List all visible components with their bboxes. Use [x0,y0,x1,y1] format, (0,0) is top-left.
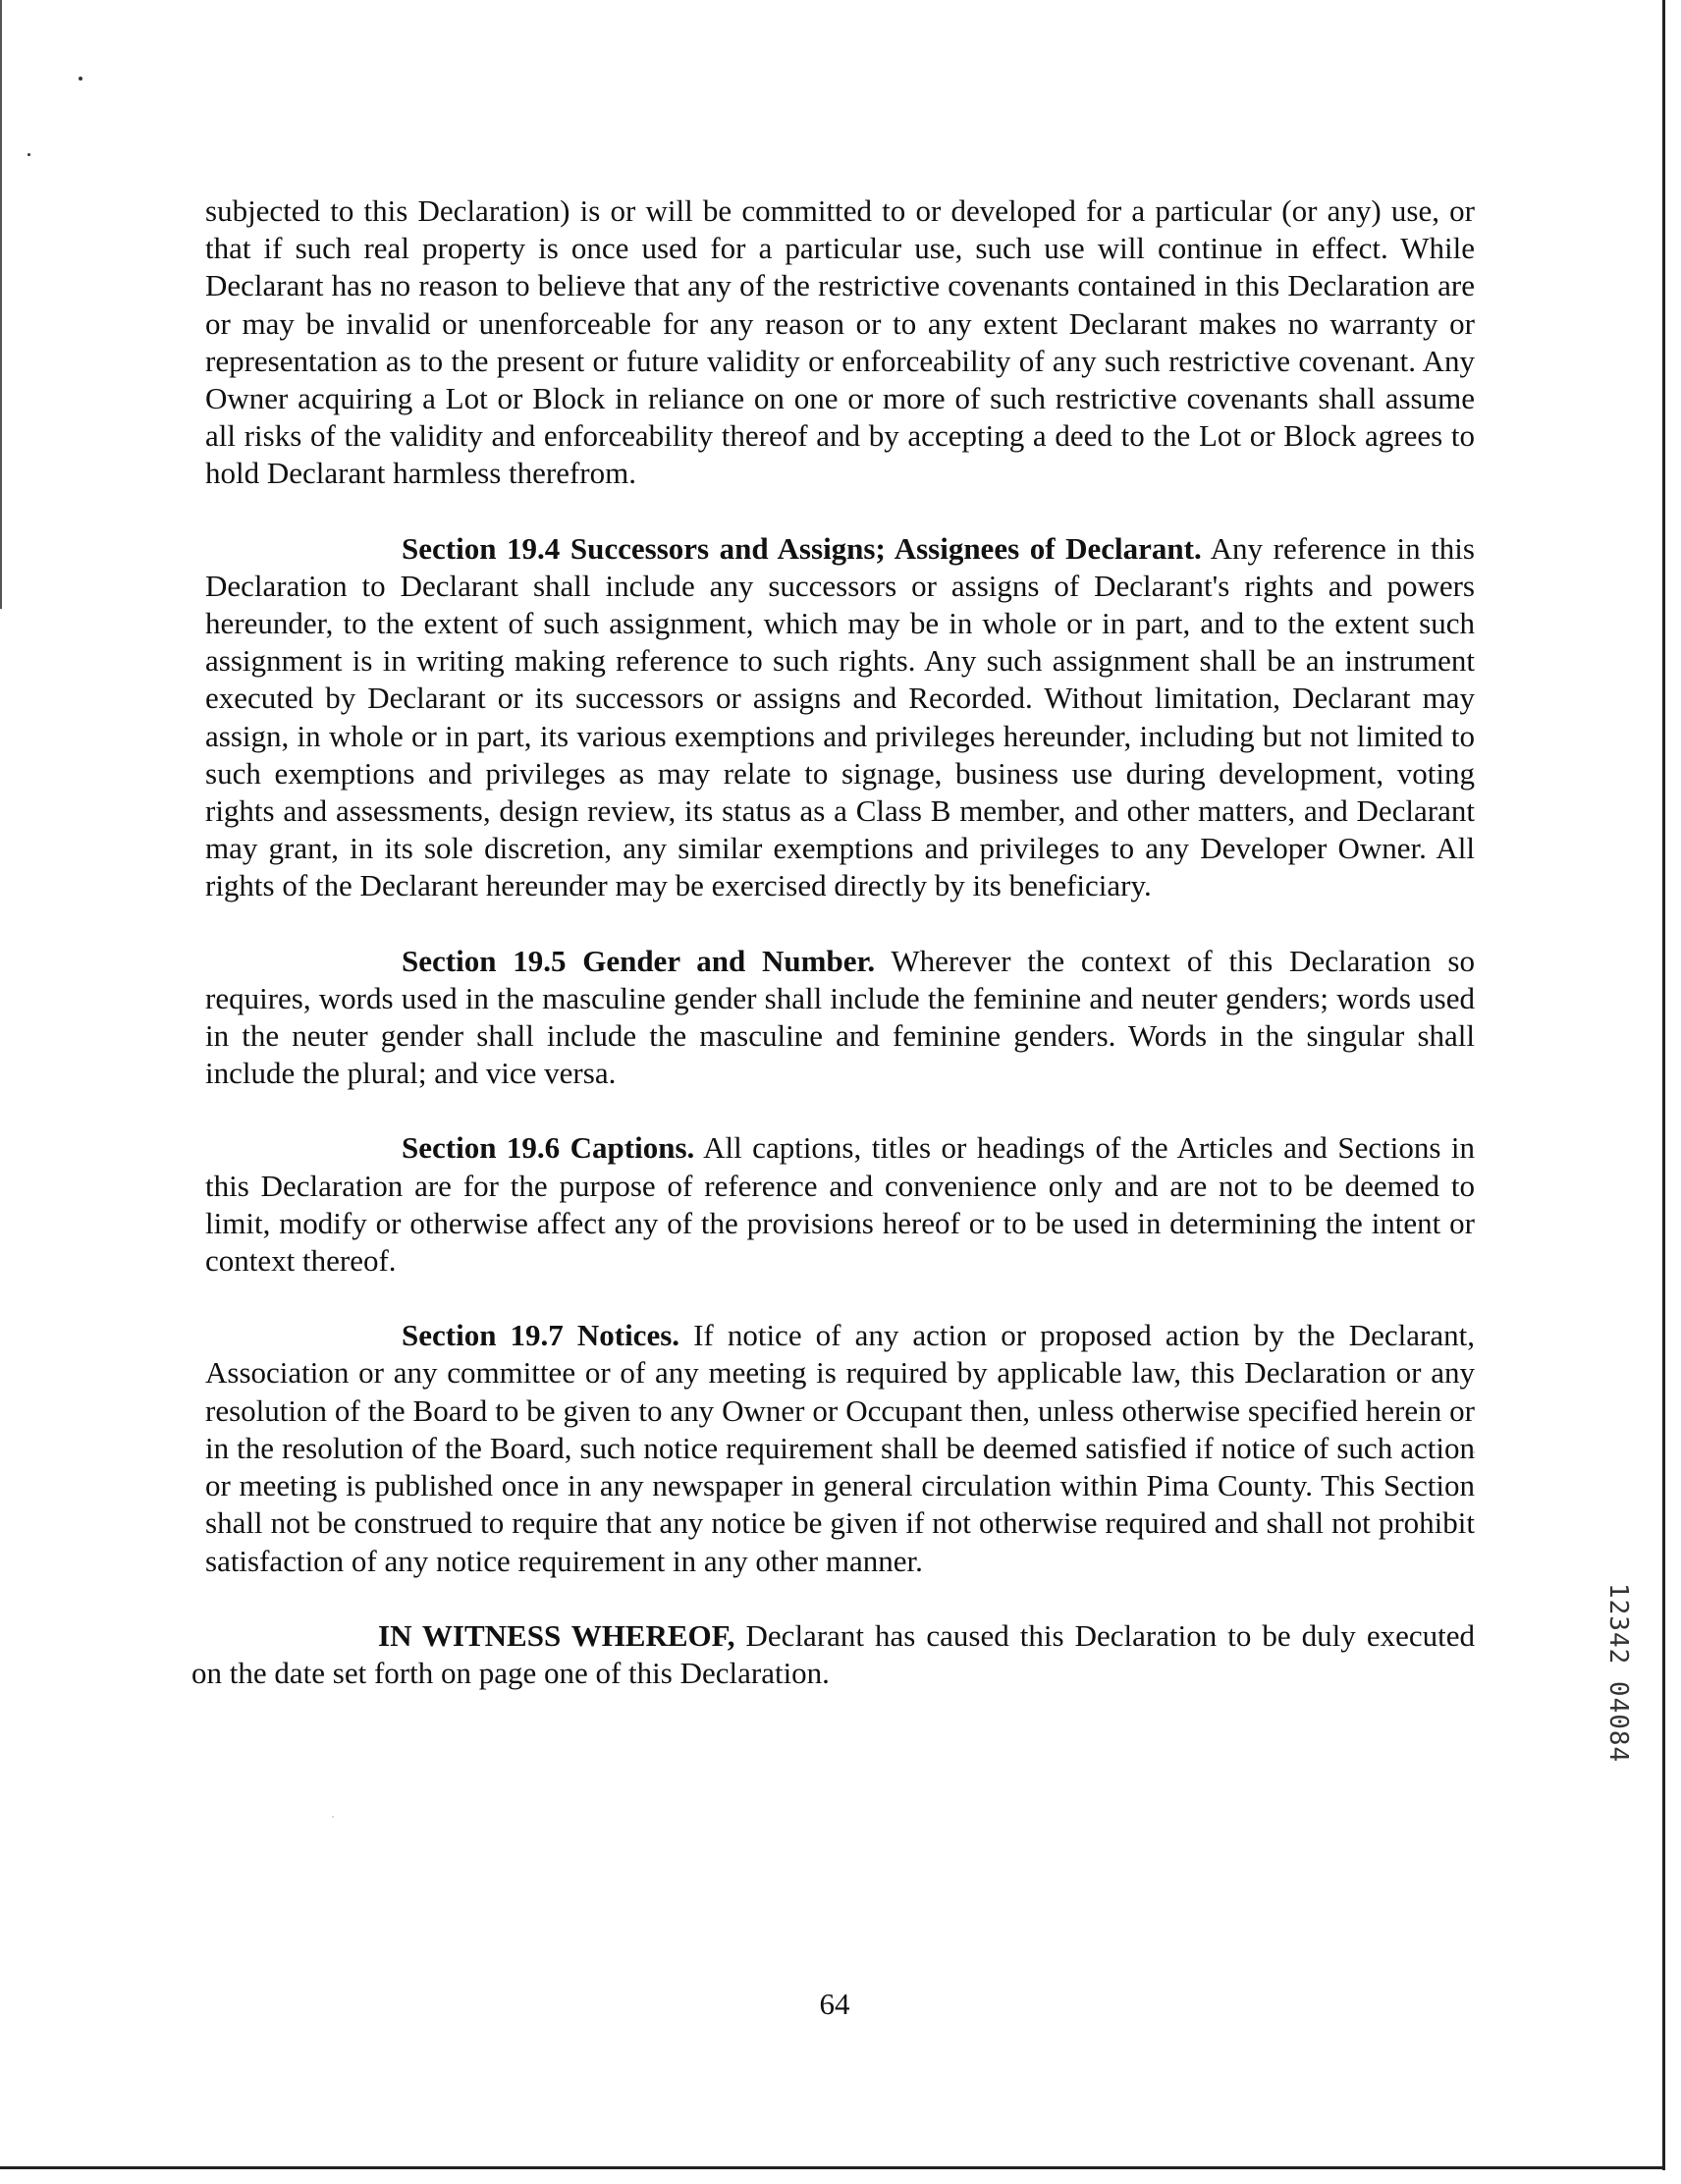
scan-speck [27,153,30,156]
section-19-5 [205,943,1475,1093]
section-heading: Section 19.7 Notices. [402,1318,680,1353]
page-edge-right [1662,0,1665,2170]
recording-stamp-text: 12342 04084 [1603,1583,1633,1764]
section-body: Wherever the context of this Declaration so requires, words used in the masculine gender shall include the feminine and neuter genders; words used in the neuter gender shall include the masculine and feminine genders. Words in the singular shall include the plural; and vice versa. [205,943,1475,1091]
scan-speck [332,1816,334,1818]
scan-speck [79,77,82,81]
section-body: All captions, titles or headings of the Articles and Sections in this Declaration are for the purpose of reference and convenience only and are not to be deemed to limit, modify or otherwise affect any of the provisions hereof or to be used in determining the intent or context thereof. [205,1130,1475,1279]
document-body [191,192,1475,1729]
section-19-7 [205,1317,1475,1579]
intro-paragraph: subjected to this Declaration) is or will be committed to or developed for a particular (or any) use, or that if such real property is once used for a particular use, such use will continue in effect. While Declarant has no reason to believe that any of the restrictive covenants contained in this Declaration are or may be invalid or unenforceable for any reason or to any extent Declarant makes no warranty or representation as to the present or future validity or enforceability of any such restrictive covenant. Any Owner acquiring a Lot or Block in reliance on one or more of such restrictive covenants shall assume all risks of the validity and enforceability thereof and by accepting a deed to the Lot or Block agrees to hold Declarant harmless therefrom. [205,193,1475,491]
page-edge-left [0,0,2,609]
section-heading: Section 19.5 Gender and Number. [402,943,876,978]
witness-heading: IN WITNESS WHEREOF, [378,1617,735,1653]
recording-stamp [1599,1583,1638,1838]
page-number: 64 [819,1987,850,2021]
section-body: Any reference in this Declaration to Declarant shall include any successors or assigns of Declarant's rights and powers hereunder, to the extent of such assignment, which may be in whole or in part, and to the extent such assignment is in writing making reference to such rights. Any such assignment shall be an instrument executed by Declarant or its successors or assigns and Recorded. Without limitation, Declarant may assign, in whole or in part, its various exemptions and privileges hereunder, including but not limited to such exemptions and privileges as may relate to signage, business use during development, voting rights and assessments, design review, its status as a Class B member, and other matters, and Declarant may grant, in its sole discretion, any similar exemptions and privileges to any Developer Owner. All rights of the Declarant hereunder may be exercised directly by its beneficiary. [205,530,1475,903]
witness-body: Declarant has caused this Declaration to be duly executed on the date set forth on page one of this Declaration. [191,1617,1475,1690]
page-edge-bottom [0,2166,1665,2169]
witness-paragraph [191,1617,1475,1692]
section-19-4 [205,530,1475,905]
section-body: If notice of any action or proposed action by the Declarant, Association or any committee or of any meeting is required by applicable law, this Declaration or any resolution of the Board to be given to any Owner or Occupant then, unless otherwise specified herein or in the resolution of the Board, such notice requirement shall be deemed satisfied if notice of such action or meeting is published once in any newspaper in general circulation within Pima County. This Section shall not be construed to require that any notice be given if not otherwise required and shall not prohibit satisfaction of any notice requirement in any other manner. [205,1318,1475,1578]
section-heading: Section 19.6 Captions. [402,1130,695,1166]
section-19-6 [205,1129,1475,1280]
section-heading: Section 19.4 Successors and Assigns; Assignees of Declarant. [402,530,1202,566]
